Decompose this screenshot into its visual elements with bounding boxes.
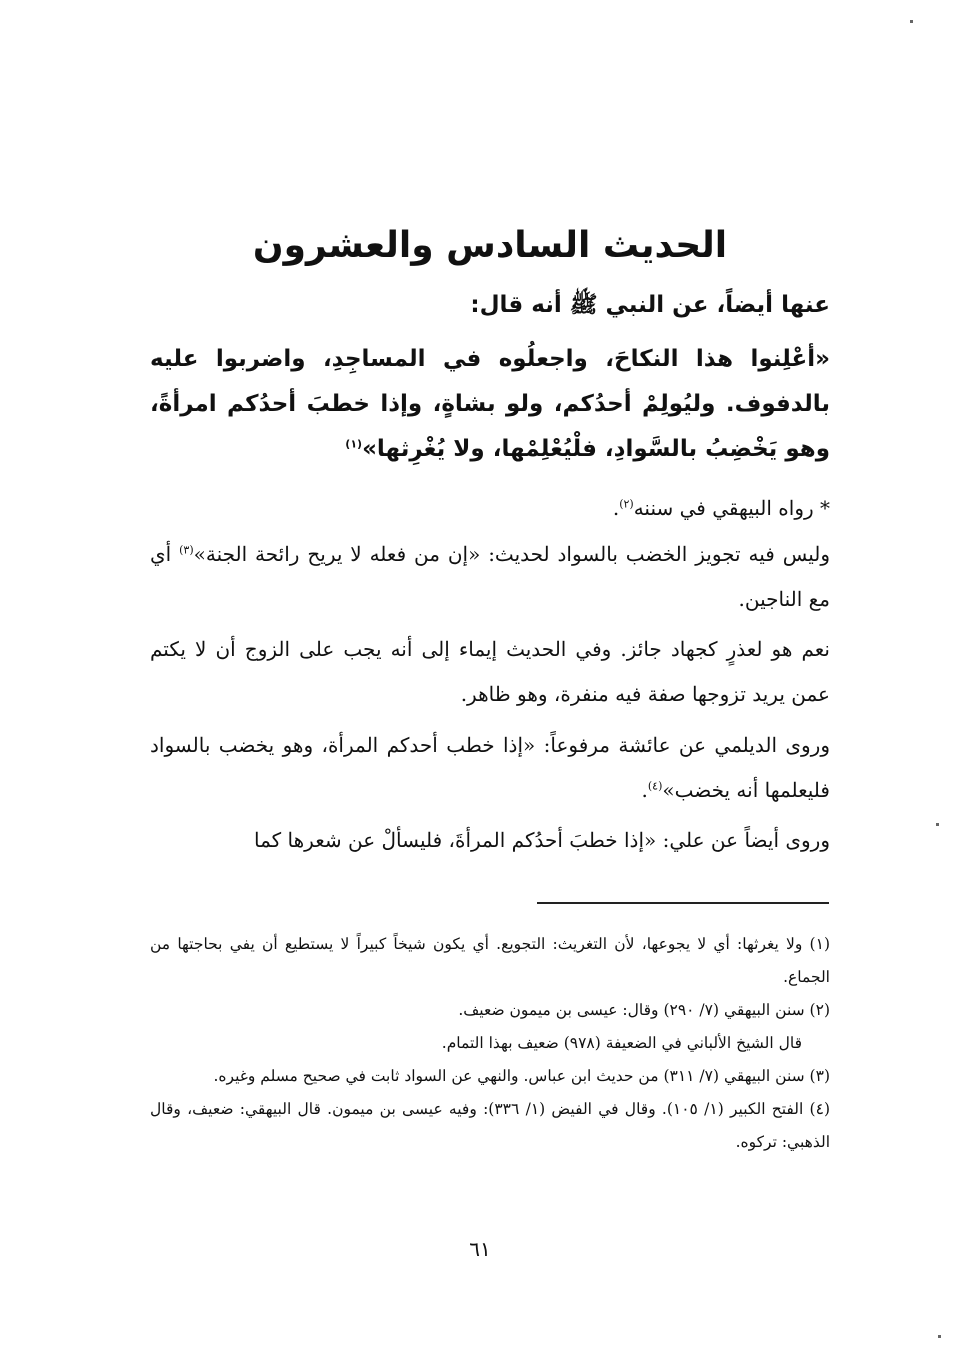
paragraph-commentary	[150, 532, 830, 622]
scan-speck	[938, 1335, 941, 1338]
paragraph-text: وروى أيضاً عن علي: «إذا خطبَ أحدُكم المرأةَ، فليسألْ عن شعرها كما	[254, 828, 830, 852]
paragraph-ali	[150, 818, 830, 863]
paragraph-text: وروى الديلمي عن عائشة مرفوعاً: «إذا خطب أحدكم المرأة، وهو يخضب بالسواد فليعلمها أنه يخضب»	[150, 733, 831, 802]
chapter-title: الحديث السادس والعشرون	[252, 225, 728, 266]
footnote-1: (١) ولا يغرثها: أي لا يجوعها، لأن التغريث: التجويع. أي يكون شيخاً كبيراً لا يستطيع أن يفي بحاجتها من الجماع.	[150, 935, 830, 986]
paragraph-tail: .	[641, 778, 648, 802]
footnote-ref-1: (١)	[345, 437, 363, 451]
footnote-separator	[537, 902, 829, 904]
paragraph-tail: أي مع الناجين.	[150, 542, 830, 611]
hadith-body: «أعْلِنوا هذا النكاحَ، واجعلُوه في المساجِدِ، واضربوا عليه بالدفوف. وليُولِمْ أحدُكم، ولو بشاةٍ، وإذا خطبَ أحدُكم امرأةً، وهو يَخْضِبُ بالسَّوادِ، فلْيُعْلِمْها، ولا يُغْرِثها»	[150, 346, 830, 462]
footnote-3: (٣) سنن البيهقي (٧/ ٣١١) من حديث ابن عباس. والنهي عن السواد ثابت في صحيح مسلم وغيره.	[213, 1067, 830, 1085]
footnote-2-continued: قال الشيخ الألباني في الضعيفة (٩٧٨) ضعيف بهذا التمام.	[441, 1034, 802, 1052]
paragraph-text: * رواه البيهقي في سننه	[633, 496, 830, 520]
footnote-ref-4: (٤)	[647, 779, 663, 793]
scan-speck	[910, 20, 913, 23]
hadith-text	[150, 337, 830, 472]
paragraph-tail: .	[612, 496, 620, 520]
footnote-4: (٤) الفتح الكبير (١/ ١٠٥). وقال في الفيض (١/ ٣٣٦): وفيه عيسى بن ميمون. قال البيهقي: ضعيف، وقال الذهبي: تركوه.	[150, 1100, 830, 1151]
paragraph-daylami	[150, 723, 830, 813]
paragraph-explanation	[150, 627, 830, 717]
footnote-2: (٢) سنن البيهقي (٧/ ٢٩٠) وقال: عيسى بن ميمون ضعيف.	[458, 1001, 830, 1019]
paragraph-source	[150, 486, 830, 531]
hadith-intro: عنها أيضاً، عن النبي ﷺ أنه قال:	[470, 292, 830, 318]
footnotes	[150, 928, 830, 1159]
paragraph-text: وليس فيه تجويز الخضب بالسواد لحديث: «إن من فعله لا يريح رائحة الجنة»	[193, 542, 830, 566]
scan-speck	[936, 823, 939, 826]
footnote-ref-2: (٢)	[619, 497, 634, 511]
page-number: ٦١	[469, 1237, 491, 1261]
footnote-ref-3: (٣)	[179, 543, 194, 557]
paragraph-text: نعم هو لعذرٍ كجهاد جائز. وفي الحديث إيماء إلى أنه يجب على الزوج أن لا يكتم عمن يريد تزوجها صفة فيه منفرة، وهو ظاهر.	[150, 637, 830, 706]
